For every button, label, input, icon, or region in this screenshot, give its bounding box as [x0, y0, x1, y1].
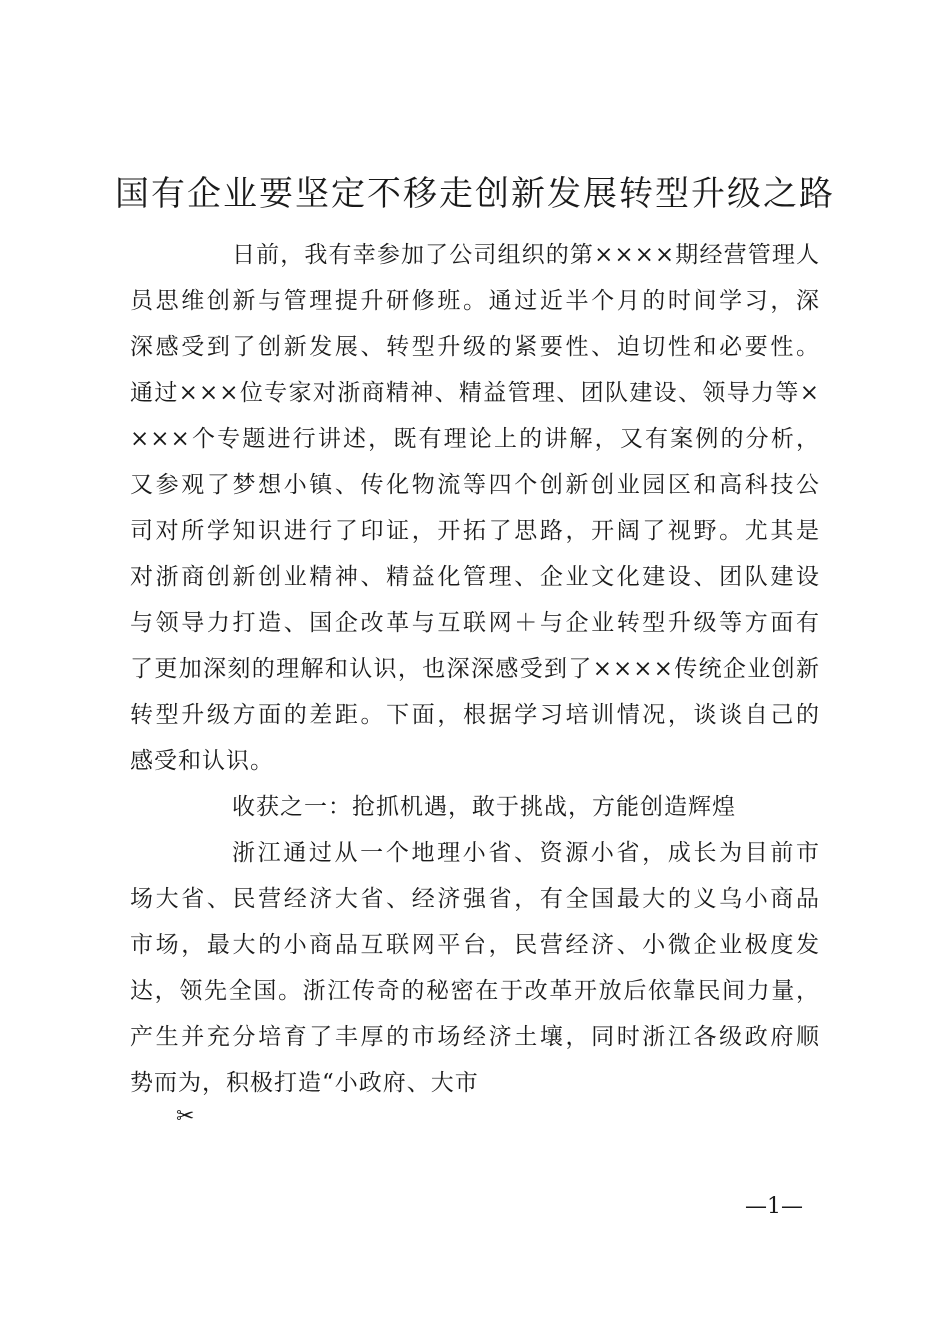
paragraph-1-line-1: 日前，我有幸参加了公司组织的第××××期经营管理人: [232, 242, 820, 268]
paragraph-2-line-5: 产生并充分培育了丰厚的市场经济土壤，同时浙江各级政府顺: [130, 1024, 820, 1050]
paragraph-1-line-8: 对浙商创新创业精神、精益化管理、企业文化建设、团队建设: [130, 564, 820, 590]
paragraph-1-line-6: 又参观了梦想小镇、传化物流等四个创新创业园区和高科技公: [130, 472, 820, 498]
document-title: 国有企业要坚定不移走创新发展转型升级之路: [115, 174, 835, 214]
paragraph-2-line-3: 市场，最大的小商品互联网平台，民营经济、小微企业极度发: [130, 932, 820, 958]
paragraph-2-line-2: 场大省、民营经济大省、经济强省，有全国最大的义乌小商品: [130, 886, 820, 912]
paragraph-1-line-3: 深感受到了创新发展、转型升级的紧要性、迫切性和必要性。: [130, 334, 820, 360]
paragraph-2-line-4: 达，领先全国。浙江传奇的秘密在于改革开放后依靠民间力量，: [130, 978, 820, 1004]
paragraph-1-line-2: 员思维创新与管理提升研修班。通过近半个月的时间学习，深: [130, 288, 820, 314]
paragraph-1-line-9: 与领导力打造、国企改革与互联网＋与企业转型升级等方面有: [130, 610, 820, 636]
paragraph-2-line-6: 势而为，积极打造“小政府、大市: [130, 1070, 479, 1096]
paragraph-1-line-7: 司对所学知识进行了印证，开拓了思路，开阔了视野。尤其是: [130, 518, 820, 544]
page-number: —1—: [745, 1194, 803, 1219]
paragraph-1-line-12: 感受和认识。: [130, 748, 274, 774]
paragraph-1-line-5: ×××个专题进行讲述，既有理论上的讲解，又有案例的分析，: [130, 426, 820, 452]
paragraph-2-line-1: 浙江通过从一个地理小省、资源小省，成长为目前市: [232, 840, 820, 866]
scissors-icon: ✂: [176, 1104, 195, 1129]
paragraph-1-line-10: 了更加深刻的理解和认识，也深深感受到了××××传统企业创新: [130, 656, 820, 682]
paragraph-1-line-11: 转型升级方面的差距。下面，根据学习培训情况，谈谈自己的: [130, 702, 820, 728]
paragraph-1-line-4: 通过×××位专家对浙商精神、精益管理、团队建设、领导力等×: [130, 380, 820, 406]
section-1-heading: 收获之一：抢抓机遇，敢于挑战，方能创造辉煌: [232, 794, 736, 820]
